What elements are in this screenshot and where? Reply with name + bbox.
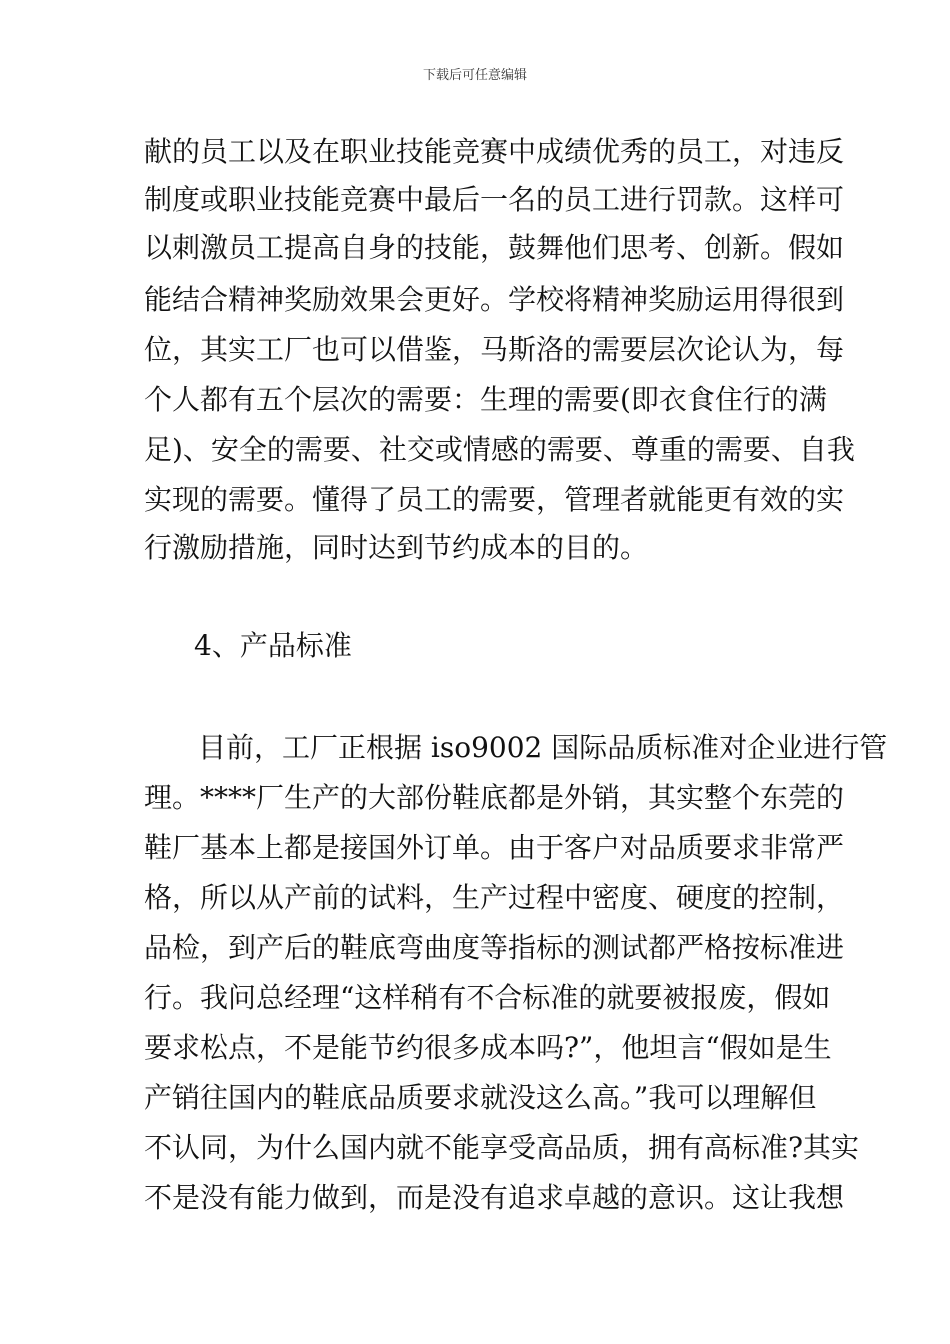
text-line: 目前，工厂正根据 iso9002 国际品质标准对企业进行管 bbox=[198, 731, 888, 764]
text-line: 行。我问总经理“这样稍有不合标准的就要被报废，假如 bbox=[144, 981, 831, 1014]
text-line: 不认同，为什么国内就不能享受高品质，拥有高标准?其实 bbox=[144, 1131, 860, 1164]
text-line: 不是没有能力做到，而是没有追求卓越的意识。这让我想 bbox=[144, 1181, 845, 1214]
text-line: 鞋厂基本上都是接国外订单。由于客户对品质要求非常严 bbox=[144, 831, 845, 864]
text-line: 献的员工以及在职业技能竞赛中成绩优秀的员工，对违反 bbox=[144, 135, 845, 168]
text-line: 个人都有五个层次的需要：生理的需要(即衣食住行的满 bbox=[144, 383, 827, 416]
text-line: 足)、安全的需要、社交或情感的需要、尊重的需要、自我 bbox=[144, 433, 855, 466]
section-heading: 4、产品标准 bbox=[194, 629, 352, 662]
text-line: 位，其实工厂也可以借鉴，马斯洛的需要层次论认为，每 bbox=[144, 333, 845, 366]
text-line: 产销往国内的鞋底品质要求就没这么高。”我可以理解但 bbox=[144, 1081, 817, 1114]
text-line: 以刺激员工提高自身的技能，鼓舞他们思考、创新。假如 bbox=[144, 231, 845, 264]
text-line: 要求松点，不是能节约很多成本吗?”，他坦言“假如是生 bbox=[144, 1031, 832, 1064]
text-line: 格，所以从产前的试料，生产过程中密度、硬度的控制， bbox=[144, 881, 845, 914]
text-line: 品检，到产后的鞋底弯曲度等指标的测试都严格按标准进 bbox=[144, 931, 845, 964]
text-line: 制度或职业技能竞赛中最后一名的员工进行罚款。这样可 bbox=[144, 183, 845, 216]
text-line: 能结合精神奖励效果会更好。学校将精神奖励运用得很到 bbox=[144, 283, 845, 316]
text-line: 实现的需要。懂得了员工的需要，管理者就能更有效的实 bbox=[144, 483, 845, 516]
page-header: 下载后可任意编辑 bbox=[422, 68, 527, 83]
text-line: 理。****厂生产的大部份鞋底都是外销，其实整个东莞的 bbox=[144, 781, 845, 814]
text-line: 行激励措施，同时达到节约成本的目的。 bbox=[144, 531, 649, 564]
